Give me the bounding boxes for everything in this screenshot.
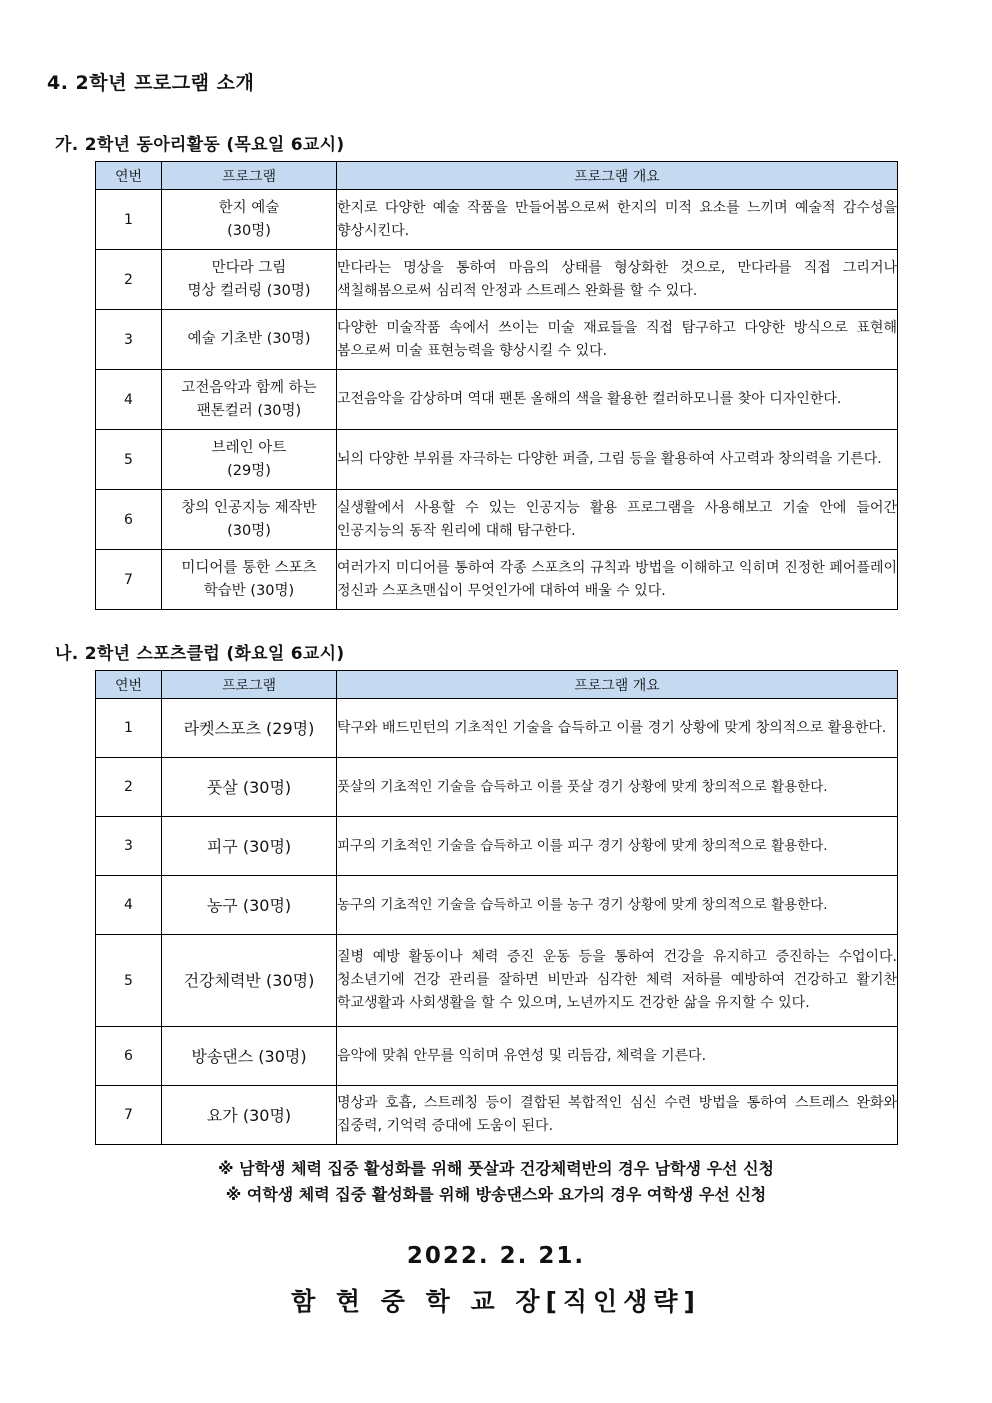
program-name-line: 미디어를 통한 스포츠	[181, 559, 317, 576]
program-summary: 질병 예방 활동이나 체력 증진 운동 등을 통하여 건강을 유지하고 증진하는 수업이다. 청소년기에 건강 관리를 잘하면 비만과 심각한 체력 저하를 예방하여 건강하고 활기찬 학교생활과 사회생활을 할 수 있으며, 노년까지도 건강한 삶을 유지할 수 있다.	[337, 935, 898, 1027]
row-number: 4	[96, 370, 162, 430]
program-name-line: 학습반 (30명)	[203, 582, 295, 599]
program-summary: 피구의 기초적인 기술을 습득하고 이를 피구 경기 상황에 맞게 창의적으로 활용한다.	[337, 817, 898, 876]
table-row	[96, 490, 898, 550]
note-girls-priority: ※ 여학생 체력 집중 활성화를 위해 방송댄스와 요가의 경우 여학생 우선 신청	[225, 1185, 767, 1204]
program-name-line: 만다라 그림	[211, 259, 287, 276]
program-name	[162, 250, 337, 310]
row-number: 3	[96, 817, 162, 876]
program-name-line: 팬톤컬러 (30명)	[196, 402, 302, 419]
program-name-line: 예술 기초반 (30명)	[187, 331, 311, 347]
section-heading: 4. 2학년 프로그램 소개	[47, 72, 255, 94]
col-header-number: 연번	[96, 162, 162, 190]
table-row	[96, 817, 898, 876]
program-summary: 뇌의 다양한 부위를 자극하는 다양한 퍼즐, 그림 등을 활용하여 사고력과 창의력을 기른다.	[337, 430, 898, 490]
program-name	[162, 430, 337, 490]
program-name	[162, 550, 337, 610]
table-row	[96, 758, 898, 817]
program-name: 라켓스포츠 (29명)	[162, 699, 337, 758]
note-boys-priority: ※ 남학생 체력 집중 활성화를 위해 풋살과 건강체력반의 경우 남학생 우선 신청	[218, 1159, 774, 1178]
table-row	[96, 310, 898, 370]
program-name: 요가 (30명)	[162, 1086, 337, 1145]
col-header-program: 프로그램	[162, 671, 337, 699]
table-row	[96, 250, 898, 310]
program-name: 농구 (30명)	[162, 876, 337, 935]
program-name-line: 창의 인공지능 제작반	[181, 499, 317, 516]
table-row	[96, 1086, 898, 1145]
row-number: 6	[96, 490, 162, 550]
school-principal-signature: 함 현 중 학 교 장[직인생략]	[291, 1287, 701, 1316]
row-number: 5	[96, 935, 162, 1027]
table-header-row	[96, 671, 898, 699]
program-name	[162, 370, 337, 430]
table-header-row	[96, 162, 898, 190]
col-header-summary: 프로그램 개요	[337, 671, 898, 699]
program-name: 풋살 (30명)	[162, 758, 337, 817]
program-summary: 실생활에서 사용할 수 있는 인공지능 활용 프로그램을 사용해보고 기술 안에 들어간 인공지능의 동작 원리에 대해 탐구한다.	[337, 490, 898, 550]
program-summary: 농구의 기초적인 기술을 습득하고 이를 농구 경기 상황에 맞게 창의적으로 활용한다.	[337, 876, 898, 935]
program-name: 피구 (30명)	[162, 817, 337, 876]
program-name-line: (30명)	[227, 222, 271, 239]
col-header-summary: 프로그램 개요	[337, 162, 898, 190]
table-row	[96, 699, 898, 758]
program-name: 방송댄스 (30명)	[162, 1027, 337, 1086]
program-summary: 탁구와 배드민턴의 기초적인 기술을 습득하고 이를 경기 상황에 맞게 창의적으로 활용한다.	[337, 699, 898, 758]
row-number: 2	[96, 758, 162, 817]
program-summary: 명상과 호흡, 스트레칭 등이 결합된 복합적인 심신 수련 방법을 통하여 스트레스 완화와 집중력, 기억력 증대에 도움이 된다.	[337, 1086, 898, 1145]
program-summary: 한지로 다양한 예술 작품을 만들어봄으로써 한지의 미적 요소를 느끼며 예술적 감수성을 향상시킨다.	[337, 190, 898, 250]
row-number: 1	[96, 190, 162, 250]
program-name-line: (30명)	[227, 522, 271, 539]
table-row	[96, 876, 898, 935]
program-summary: 풋살의 기초적인 기술을 습득하고 이를 풋살 경기 상황에 맞게 창의적으로 활용한다.	[337, 758, 898, 817]
program-summary: 다양한 미술작품 속에서 쓰이는 미술 재료들을 직접 탐구하고 다양한 방식으로 표현해 봄으로써 미술 표현능력을 향상시킬 수 있다.	[337, 310, 898, 370]
col-header-program: 프로그램	[162, 162, 337, 190]
table-row	[96, 1027, 898, 1086]
row-number: 1	[96, 699, 162, 758]
program-name	[162, 490, 337, 550]
table-row	[96, 935, 898, 1027]
program-name	[162, 190, 337, 250]
program-name	[162, 310, 337, 370]
program-name: 건강체력반 (30명)	[162, 935, 337, 1027]
club-activity-title: 가. 2학년 동아리활동 (목요일 6교시)	[55, 135, 345, 155]
program-name-line: 명상 컬러링 (30명)	[187, 282, 311, 299]
document-date: 2022. 2. 21.	[406, 1243, 586, 1269]
program-summary: 만다라는 명상을 통하여 마음의 상태를 형상화한 것으로, 만다라를 직접 그리거나 색칠해봄으로써 심리적 안정과 스트레스 완화를 할 수 있다.	[337, 250, 898, 310]
program-name-line: 고전음악과 함께 하는	[181, 379, 317, 396]
sports-club-title: 나. 2학년 스포츠클럽 (화요일 6교시)	[55, 644, 345, 664]
row-number: 4	[96, 876, 162, 935]
sports-club-table	[95, 670, 898, 1145]
row-number: 5	[96, 430, 162, 490]
program-name-line: 브레인 아트	[211, 439, 287, 456]
program-name-line: (29명)	[227, 462, 271, 479]
row-number: 6	[96, 1027, 162, 1086]
club-activity-table	[95, 161, 898, 610]
program-summary: 여러가지 미디어를 통하여 각종 스포츠의 규칙과 방법을 이해하고 익히며 진정한 페어플레이 정신과 스포츠맨십이 무엇인가에 대하여 배울 수 있다.	[337, 550, 898, 610]
table-row	[96, 430, 898, 490]
table-row	[96, 550, 898, 610]
program-summary: 음악에 맞춰 안무를 익히며 유연성 및 리듬감, 체력을 기른다.	[337, 1027, 898, 1086]
program-name-line: 한지 예술	[218, 199, 280, 216]
program-summary: 고전음악을 감상하며 역대 팬톤 올해의 색을 활용한 컬러하모니를 찾아 디자인한다.	[337, 370, 898, 430]
table-row	[96, 370, 898, 430]
row-number: 2	[96, 250, 162, 310]
table-row	[96, 190, 898, 250]
row-number: 7	[96, 1086, 162, 1145]
row-number: 7	[96, 550, 162, 610]
row-number: 3	[96, 310, 162, 370]
col-header-number: 연번	[96, 671, 162, 699]
